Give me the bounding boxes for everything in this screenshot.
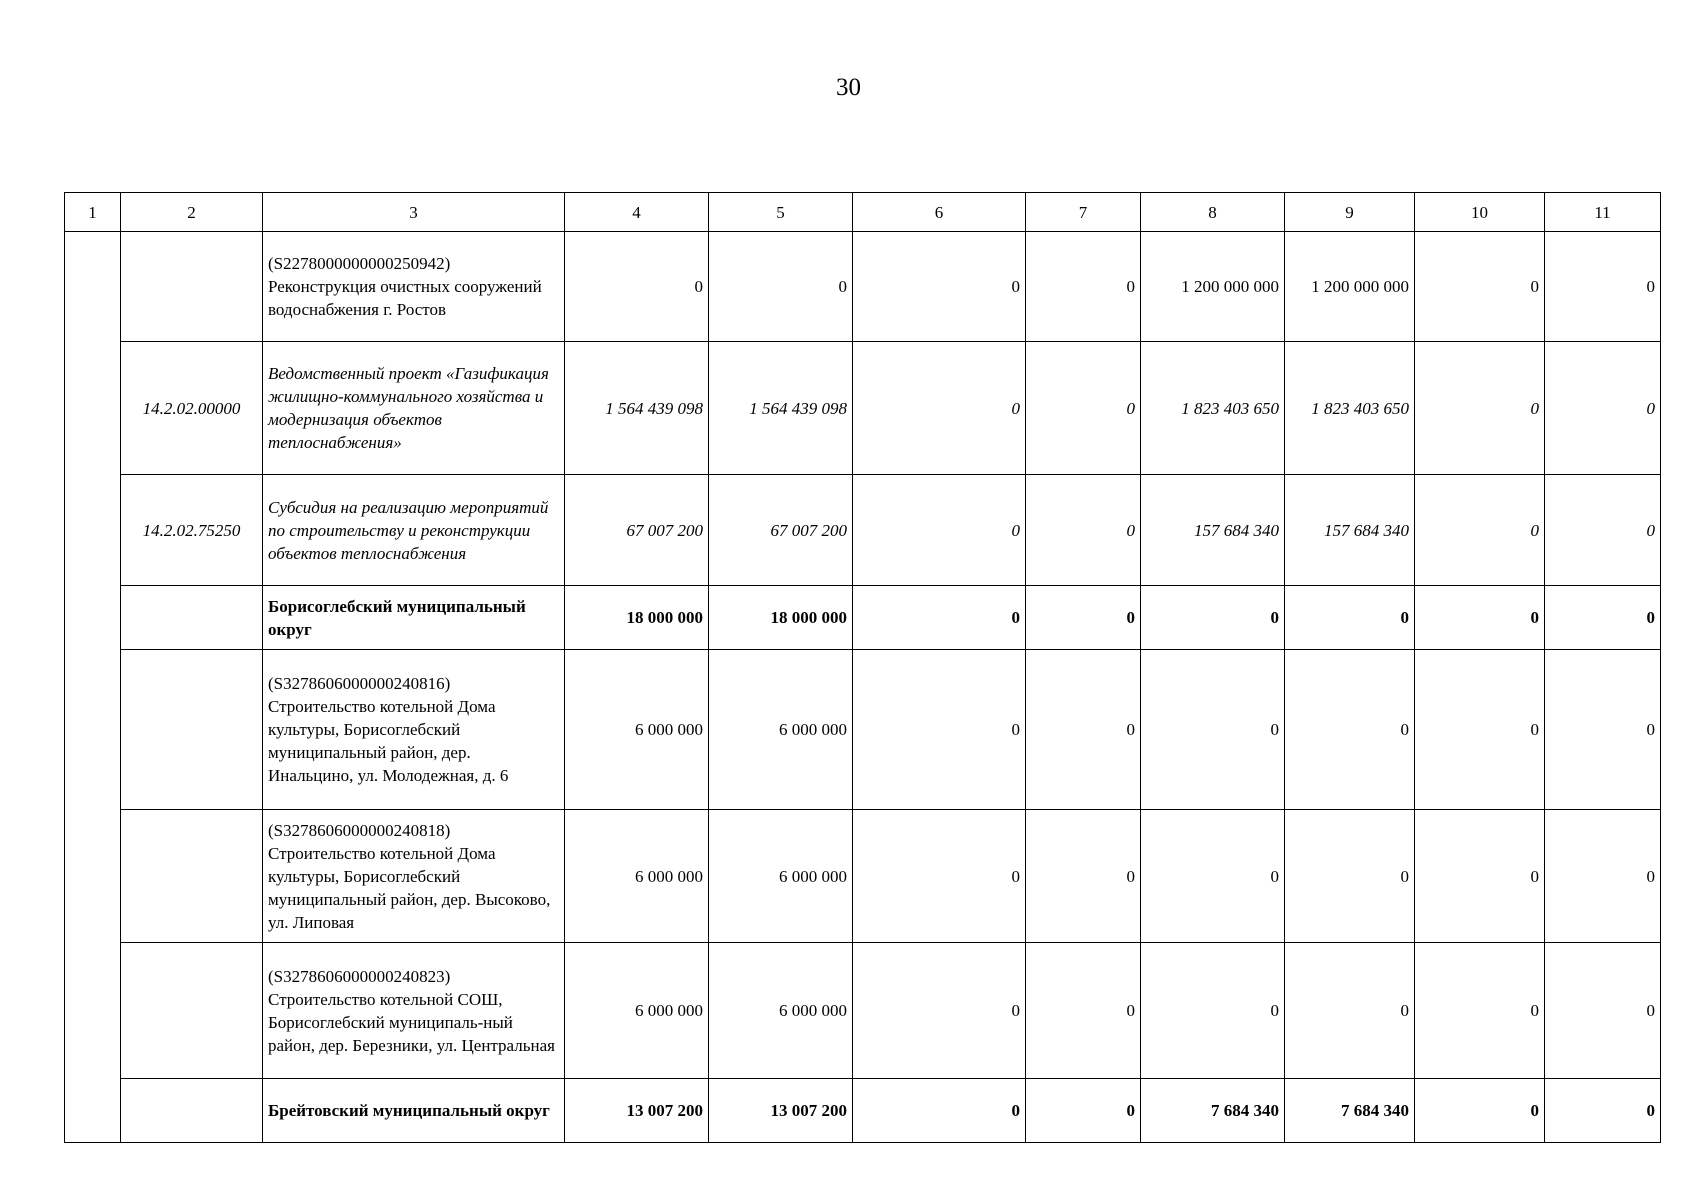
value-cell: 0: [1545, 586, 1661, 650]
value-cell: 0: [1141, 810, 1285, 943]
code-cell: 14.2.02.00000: [121, 342, 263, 475]
code-cell: [121, 943, 263, 1079]
value-cell: 0: [1545, 650, 1661, 810]
table-row: [65, 475, 1661, 586]
page-number: 30: [836, 74, 861, 101]
value-cell: 1 564 439 098: [565, 342, 709, 475]
value-cell: 0: [1026, 1079, 1141, 1143]
value-cell: 0: [1415, 475, 1545, 586]
value-cell: 13 007 200: [565, 1079, 709, 1143]
value-cell: 0: [853, 1079, 1026, 1143]
value-cell: 6 000 000: [709, 943, 853, 1079]
value-cell: 1 200 000 000: [1141, 232, 1285, 342]
value-cell: 0: [1545, 1079, 1661, 1143]
description-cell: Борисоглебский муниципальный округ: [263, 586, 565, 650]
value-cell: 0: [709, 232, 853, 342]
value-cell: 6 000 000: [565, 650, 709, 810]
value-cell: 0: [1415, 650, 1545, 810]
column-number-3: 3: [263, 193, 565, 232]
column-number-9: 9: [1285, 193, 1415, 232]
code-cell: [121, 650, 263, 810]
table-row: [65, 586, 1661, 650]
value-cell: 0: [1285, 810, 1415, 943]
value-cell: 7 684 340: [1285, 1079, 1415, 1143]
value-cell: 0: [853, 810, 1026, 943]
value-cell: 157 684 340: [1285, 475, 1415, 586]
column-number-5: 5: [709, 193, 853, 232]
value-cell: 6 000 000: [709, 650, 853, 810]
value-cell: 0: [1545, 342, 1661, 475]
value-cell: 0: [1026, 342, 1141, 475]
value-cell: 0: [1026, 475, 1141, 586]
value-cell: 0: [1545, 475, 1661, 586]
value-cell: 0: [1141, 943, 1285, 1079]
value-cell: 0: [1415, 232, 1545, 342]
table-header-row: [65, 193, 1661, 232]
description-cell: (S3278606000000240823) Строительство котельной СОШ, Борисоглебский муниципаль-ный район, дер. Березники, ул. Центральная: [263, 943, 565, 1079]
value-cell: 6 000 000: [709, 810, 853, 943]
code-cell: [121, 810, 263, 943]
value-cell: 0: [1415, 943, 1545, 1079]
value-cell: 1 823 403 650: [1141, 342, 1285, 475]
value-cell: 1 823 403 650: [1285, 342, 1415, 475]
value-cell: 0: [1026, 586, 1141, 650]
value-cell: 0: [1285, 586, 1415, 650]
value-cell: 0: [565, 232, 709, 342]
table-row: [65, 232, 1661, 342]
value-cell: 0: [1285, 650, 1415, 810]
value-cell: 0: [1285, 943, 1415, 1079]
value-cell: 7 684 340: [1141, 1079, 1285, 1143]
merged-column-1-cell: [65, 232, 121, 1143]
table-row: [65, 943, 1661, 1079]
value-cell: 67 007 200: [565, 475, 709, 586]
column-number-1: 1: [65, 193, 121, 232]
value-cell: 18 000 000: [565, 586, 709, 650]
table-row: [65, 1079, 1661, 1143]
value-cell: 1 200 000 000: [1285, 232, 1415, 342]
description-cell: (S3278606000000240818) Строительство котельной Дома культуры, Борисоглебский муниципальный район, дер. Высоково, ул. Липовая: [263, 810, 565, 943]
column-number-2: 2: [121, 193, 263, 232]
budget-table: [64, 192, 1661, 1143]
value-cell: 0: [1545, 810, 1661, 943]
value-cell: 0: [853, 232, 1026, 342]
value-cell: 0: [1026, 232, 1141, 342]
column-number-11: 11: [1545, 193, 1661, 232]
value-cell: 18 000 000: [709, 586, 853, 650]
value-cell: 0: [1415, 810, 1545, 943]
value-cell: 6 000 000: [565, 943, 709, 1079]
description-cell: (S2278000000000250942) Реконструкция очистных сооружений водоснабжения г. Ростов: [263, 232, 565, 342]
value-cell: 67 007 200: [709, 475, 853, 586]
value-cell: 0: [853, 650, 1026, 810]
value-cell: 0: [1415, 342, 1545, 475]
description-cell: (S3278606000000240816) Строительство котельной Дома культуры, Борисоглебский муниципальный район, дер. Инальцино, ул. Молодежная, д. 6: [263, 650, 565, 810]
column-number-6: 6: [853, 193, 1026, 232]
value-cell: 0: [1026, 810, 1141, 943]
value-cell: 0: [853, 586, 1026, 650]
code-cell: [121, 1079, 263, 1143]
value-cell: 0: [853, 943, 1026, 1079]
column-number-4: 4: [565, 193, 709, 232]
value-cell: 157 684 340: [1141, 475, 1285, 586]
value-cell: 6 000 000: [565, 810, 709, 943]
value-cell: 0: [1141, 650, 1285, 810]
description-cell: Субсидия на реализацию мероприятий по строительству и реконструкции объектов теплоснабжения: [263, 475, 565, 586]
table-row: [65, 650, 1661, 810]
column-number-7: 7: [1026, 193, 1141, 232]
value-cell: 1 564 439 098: [709, 342, 853, 475]
description-cell: Ведомственный проект «Газификация жилищно-коммунального хозяйства и модернизация объектов теплоснабжения»: [263, 342, 565, 475]
column-number-10: 10: [1415, 193, 1545, 232]
table-row: [65, 810, 1661, 943]
value-cell: 0: [853, 342, 1026, 475]
code-cell: [121, 232, 263, 342]
code-cell: [121, 586, 263, 650]
code-cell: 14.2.02.75250: [121, 475, 263, 586]
value-cell: 13 007 200: [709, 1079, 853, 1143]
value-cell: 0: [1415, 1079, 1545, 1143]
value-cell: 0: [853, 475, 1026, 586]
value-cell: 0: [1415, 586, 1545, 650]
value-cell: 0: [1026, 943, 1141, 1079]
column-number-8: 8: [1141, 193, 1285, 232]
value-cell: 0: [1545, 232, 1661, 342]
description-cell: Брейтовский муниципальный округ: [263, 1079, 565, 1143]
value-cell: 0: [1545, 943, 1661, 1079]
value-cell: 0: [1026, 650, 1141, 810]
value-cell: 0: [1141, 586, 1285, 650]
table-row: [65, 342, 1661, 475]
